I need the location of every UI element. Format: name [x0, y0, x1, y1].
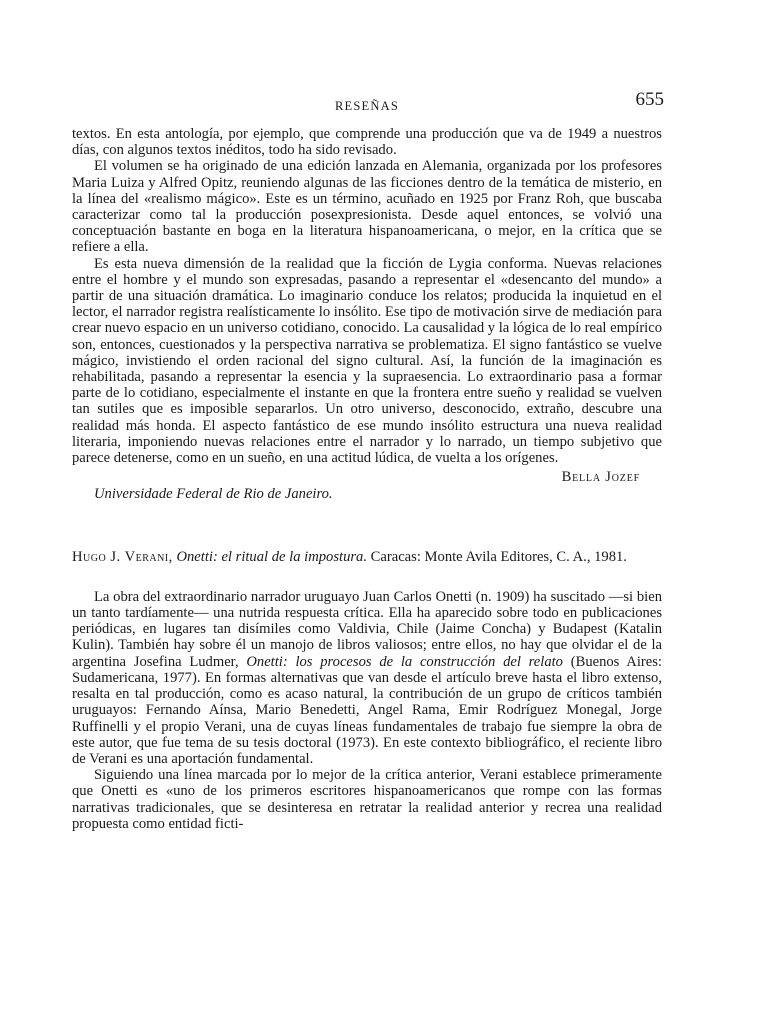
- book-title: Onetti: el ritual de la impostura.: [176, 548, 367, 565]
- paragraph: Es esta nueva dimensión de la realidad que la ficción de Lygia conforma. Nuevas relaciones entre el hombre y el mundo son expresadas, pasando a representar el «desencanto del mundo» a partir de una situación dramática. Lo imaginario conduce los relatos; producida la inquietud en el lector, el narrador registra realísticamente lo insólito. Ese tipo de motivación sirve de mediación para crear nuevo espacio en un universo cotidiano, conocido. La causalidad y la lógica de lo real empírico son, entonces, cuestionados y la perspectiva narrativa se problematiza. El signo fantástico se vuelve mágico, invistiendo el orden racional del signo cultural. Así, la función de la imaginación es rehabilitada, pasando a representar la esencia y la supraesencia. Lo extraordinario pasa a formar parte de lo cotidiano, especialmente el instante en que la frontera entre sueño y realidad se vuelven tan sutiles que es imposible separarlos. Un otro universo, desconocido, extraño, descubre una realidad más honda. El aspecto fantástico de ese mundo insólito estructura una nueva realidad literaria, imponiendo nuevas relaciones entre el narrador y lo narrado, un tiempo subjetivo que parece detenerse, como en un sueño, en una actitud lúdica, de vuelta a los orígenes.: [72, 255, 663, 467]
- review-citation: [72, 549, 662, 565]
- paragraph-text: (Buenos Aires: Sudamericana, 1977). En formas alternativas que van desde el artículo breve hasta el libro extenso, resalta en tal producción, como es acaso natural, la contribución de un grupo de críticos también uruguayos: Fernando Aínsa, Mario Benedetti, Angel Rama, Emir Rodríguez Monegal, Jorge Ruffinelli y el propio Verani, una de cuyas líneas fundamentales de trabajo fue siempre la obra de este autor, que fue tema de su tesis doctoral (1973). En este contexto bibliográfico, el reciente libro de Verani es una aportación fundamental.: [72, 653, 662, 767]
- paragraph-text: La obra del extraordinario narrador uruguayo Juan Carlos Onetti (n. 1909) ha suscitado —si bien un tanto tardíamente— una nutrida respuesta crítica. Ella ha aparecido sobre todo en publicaciones periódicas, en lugares tan disímiles como Valdivia, Chile (Jaime Concha) y Budapest (Katalin Kulin). También hay sobre él un manojo de libros valiosos; entre ellos, no hay que olvidar el de la argentina Josefina Ludmer,: [72, 588, 662, 670]
- book-author: Hugo J. Verani,: [72, 548, 173, 565]
- review-body: [72, 589, 662, 832]
- page-number: 655: [635, 89, 664, 110]
- running-title: RESEÑAS: [335, 99, 399, 113]
- cited-work-title: Onetti: los procesos de la construcción del relato: [246, 653, 563, 670]
- paragraph-continuation: textos. En esta antología, por ejemplo, que comprende una producción que va de 1949 a nuestros días, con algunos textos inéditos, todo ha sido revisado.: [72, 126, 662, 159]
- running-head: [72, 89, 664, 126]
- review-2: [72, 549, 662, 832]
- reviewer-affiliation: Universidade Federal de Rio de Janeiro.: [94, 486, 333, 503]
- paragraph: El volumen se ha originado de una edición lanzada en Alemania, organizada por los profesores Maria Luiza y Alfred Opitz, reuniendo algunas de las ficciones dentro de la temática de misterio, en la línea del «realismo mágico». Este es un término, acuñado en 1925 por Franz Roh, que buscaba caracterizar como tal la producción posexpresionista. Desde aquel entonces, se volvió una conceptuación bastante en boga en la literatura hispanoamericana, o mejor, en la crítica que se refiere a ella.: [72, 158, 662, 256]
- reviewer-signature: Bella Jozef: [561, 469, 640, 486]
- book-publication: Caracas: Monte Avila Editores, C. A., 1981.: [370, 548, 627, 565]
- page: [72, 89, 664, 832]
- paragraph: Siguiendo una línea marcada por lo mejor de la crítica anterior, Verani establece primeramente que Onetti es «uno de los primeros escritores hispanoamericanos que rompe con las formas narrativas tradicionales, que se desinteresa en retratar la realidad anterior y recrea una realidad propuesta como entidad ficti-: [72, 767, 662, 832]
- review-1: [72, 126, 662, 503]
- paragraph: [72, 589, 662, 767]
